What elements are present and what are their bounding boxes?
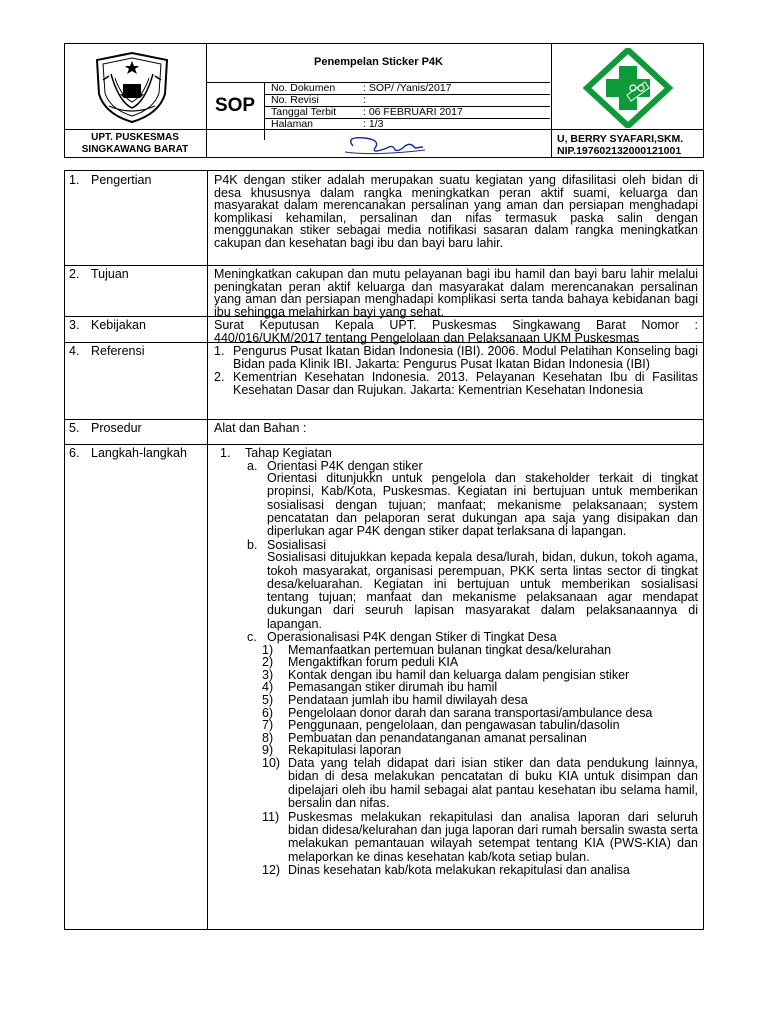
meta-value-dokumen: : SOP/ /Yanis/2017 xyxy=(363,82,452,94)
section-label-pengertian: 1. Pengertian xyxy=(69,173,152,187)
reference-item: 1. Pengurus Pusat Ikatan Bidan Indonesia (IBI). 2006. Modul Pelatihan Konseling bagi Bidan pada Klinik IBI. Jakarta: Pengurus Pusat Ikatan Bidan Indonesia (IBI) xyxy=(214,344,698,371)
signer-nip: NIP.197602132000121001 xyxy=(557,145,682,157)
section-label-kebijakan: 3. Kebijakan xyxy=(69,318,146,332)
meta-value-revisi: : xyxy=(363,94,366,106)
section-text-tujuan: Meningkatkan cakupan dan mutu pelayanan bagi ibu hamil dan bayi baru lahir melalui peningkatan peran aktif keluarga dan masyarakat dalam merencanakan persalinan yang aman dan persiapan menghadapi komplikasi serta tanda bahaya kebidanan bagi ibu sehingga melahirkan bayi yang sehat. xyxy=(214,267,698,319)
puskesmas-logo xyxy=(583,48,673,128)
list-item: 6) Pengelolaan donor darah dan sarana transportasi/ambulance desa xyxy=(262,705,653,720)
meta-label-revisi: No. Revisi xyxy=(271,94,319,106)
list-item: 7) Penggunaan, pengelolaan, dan pengawasan tabulin/dasolin xyxy=(262,718,620,733)
step-a-title: a. Orientasi P4K dengan stiker xyxy=(247,458,423,473)
meta-label-dokumen: No. Dokumen xyxy=(271,82,336,94)
list-item: 4) Pemasangan stiker dirumah ibu hamil xyxy=(262,680,498,695)
step-a-text: Orientasi ditunjukkn untuk pengelola dan stakeholder terkait di tingkat propinsi, Kab/Kota, Puskesmas. Kegiatan ini bertujuan untuk memberikan sosialisasi dengan tujuan; manfaat; mekanisme pelaksanaan; system pencatatan dan pelaporan serat dukungan apa saja yang disipakan dan diperlukan agar P4K dengan stiker dapat terlaksana di lapangan. xyxy=(267,471,698,539)
step-b-text: Sosialisasi ditujukkan kepada kepala desa/lurah, bidan, dukun, tokoh agama, tokoh masyarakat, organisasi perempuan, PKK serta lintas sector di tingkat desa/keluarahan. Kegiatan ini bertujuan untuk memberikan sosialisasi tentang tujuan; manfaat dan mekanisme pelaksanaan agar mendapat dukungan dari seuruh lapisan masyarakat dalam pelaksanaannya di lapangan. xyxy=(267,550,698,631)
reference-item: 2. Kementrian Kesehatan Indonesia. 2013. Pelayanan Kesehatan Ibu di Fasilitas Kesehatan Dasar dan Rujukan. Jakarta: Kementrian Kesehatan Indonesia xyxy=(214,370,698,397)
list-item: 12) Dinas kesehatan kab/kota melakukan rekapitulasi dan analisa xyxy=(262,863,630,878)
section-label-referensi: 4. Referensi xyxy=(69,344,145,358)
step-b-title: b. Sosialisasi xyxy=(247,537,327,552)
list-item: 9) Rekapitulasi laporan xyxy=(262,743,402,758)
list-item: 1) Memanfaatkan pertemuan bulanan tingkat desa/kelurahan xyxy=(262,642,612,657)
list-item: 10) Data yang telah didapat dari isian stiker dan data pendukung lainnya, bidan di desa melakukan pencatatan di buku KIA untuk disimpan dan dipelajari oleh ibu hamil sebagai alat pantau kesehatan ibu selama hamil, bersalin dan nifas. xyxy=(262,755,698,811)
section-text-pengertian: P4K dengan stiker adalah merupakan suatu kegiatan yang difasilitasi oleh bidan di desa khususnya dalam rangka meningkatkan peran aktif suami, keluarga dan masyarakat dalam merencanakan persalinan yang aman dan persiapan menghadapi komplikasi kehamilan, persalinan dan nifas termasuk paska salin dengan menggunakan stiker sebagai media notifikasi sasaran dalam rangka meningkatkan cakupan dan kesehatan bagi ibu dan bayi baru lahir. xyxy=(214,173,698,250)
section-text-kebijakan: Surat Keputusan Kepala UPT. Puskesmas Singkawang Barat Nomor : 440/016/UKM/2017 tentang Pengelolaan dan Pelaksanaan UKM Puskesmas xyxy=(214,318,698,345)
sop-header xyxy=(64,43,704,158)
meta-value-tanggal: : 06 FEBRUARI 2017 xyxy=(363,106,463,118)
org-name-line2: SINGKAWANG BARAT xyxy=(81,144,189,155)
section-text-prosedur: Alat dan Bahan : xyxy=(214,421,307,435)
section-refs xyxy=(214,345,698,396)
meta-value-halaman: : 1/3 xyxy=(363,118,384,130)
signer-name: U, BERRY SYAFARI,SKM. xyxy=(557,133,684,145)
section-steps xyxy=(214,447,698,877)
section-label-prosedur: 5. Prosedur xyxy=(69,421,142,435)
list-item: 2) Mengaktifkan forum peduli KIA xyxy=(262,655,459,670)
section-label-langkah: 6. Langkah-langkah xyxy=(69,446,187,460)
org-name-line1: UPT. PUSKESMAS xyxy=(91,132,179,143)
stage-heading: 1. Tahap Kegiatan xyxy=(220,446,332,460)
meta-label-halaman: Halaman xyxy=(271,118,314,130)
list-item: 8) Pembuatan dan penandatanganan amanat persalinan xyxy=(262,730,587,745)
section-label-tujuan: 2. Tujuan xyxy=(69,267,129,281)
list-item: 5) Pendataan jumlah ibu hamil diwilayah desa xyxy=(262,693,528,708)
list-item: 11) Puskesmas melakukan rekapitulasi dan analisa laporan dari seluruh bidan didesa/kelurahan dan juga laporan dari rumah bersalin swasta serta melakukan pemantauan wilayah setempat tentang KIA (PWS-KIA) dan melaporkan ke dinas kesehatan kab/kota setiap bulan. xyxy=(262,809,698,864)
regional-emblem-logo xyxy=(89,50,175,124)
list-item: 3) Kontak dengan ibu hamil dan keluarga dalam pengisian stiker xyxy=(262,667,630,682)
sop-content-table xyxy=(64,170,704,930)
sop-label: SOP xyxy=(214,95,256,116)
meta-label-tanggal: Tanggal Terbit xyxy=(271,106,337,118)
signature xyxy=(335,132,445,158)
step-c-title: c. Operasionalisasi P4K dengan Stiker di Tingkat Desa xyxy=(247,630,557,645)
doc-title: Penempelan Sticker P4K xyxy=(313,56,443,68)
